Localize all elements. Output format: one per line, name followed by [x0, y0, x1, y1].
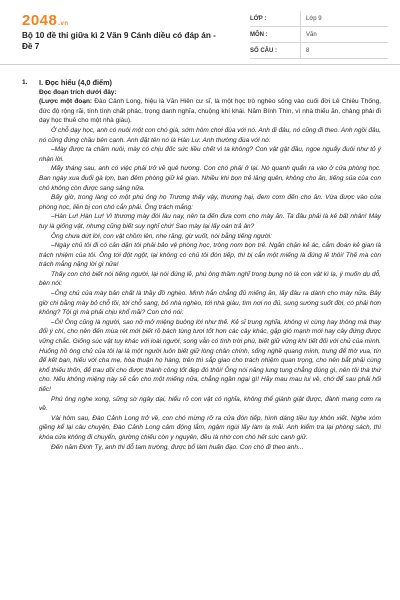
story-paragraph: Bấy giờ, trong làng có một phú ông họ Trương thấy vậy, thương hại, đem cơm đến cho ăn. Vừa được vào cửa phòng học, liền bị con chó cắn phải. Ông trách mắng: — [39, 194, 381, 211]
story-paragraph: Mấy tháng sau, anh có việc phải trở về quê hương. Con chó phải ở lại. Nó quanh quẩn ra vào ở cửa phòng học. Ban ngày xua đuổi gà lợn, ban đêm phòng giữ kẻ gian. Nhiều khi bọn trẻ lăng quên, không cho ăn, tiếng sủa của con chó không còn được sang sảng nữa. — [39, 165, 381, 192]
header — [0, 0, 400, 60]
info-value: Văn — [301, 27, 389, 43]
story-paragraph: –Ôi! Ông cũng là người, sao nỡ mở miệng buông lời như thế. Kẻ sĩ trung nghĩa, không vì cùng hay thông mà thay đổi ý chí, cho nên đến mùa rét mới biết rõ bách tùng tươi tốt hơn các cây khác, gặp gió mạnh mới hay cây đứng được vững chắc. Giống súc vật tuy khác với loài người, song vẫn có tình trời phú, biết giữ vững khí tiết đối với chủ của mình. Huống hồ ông chủ của tôi lại là một người luôn biết giữ lòng chân chính, sống nghề quang minh, trung để thờ vua, tín để kết bạn, hiếu với cha mẹ, hòa thuận họ hàng, trên thì sắp giao cho trách nhiệm quan trọng, cho nên bắt phải cùng khổ thiếu thốn, để trau dồi cho được thành công tốt đẹp đó thôi! Ông nói năng lung tung chẳng đúng gì, nên tôi thà thứ cho. Nếu không miệng này sẽ cắn cho một miếng nữa, chẳng ngần ngại gì! Hãy mau mau lui về, chớ để sau phải hối tiếc! — [39, 318, 381, 393]
story-paragraph: Ở chỗ dạy học, anh có nuôi một con chó già, sớm hôm chơi đùa với nó. Anh đi đâu, nó cũng đi theo. Anh ngồi đâu, nó cũng đứng chầu bên cạnh. Anh đặt tên nó là Hàn Lư. Anh thường đùa với nó: — [39, 126, 381, 144]
info-label: SỐ CÂU : — [250, 43, 301, 59]
question-number: 1. — [22, 79, 28, 86]
intro-text: Đào Cảnh Long, hiệu là Văn Hiên cư sĩ, là một học trò nghèo sống vào cuối đời Lê Chiêu Thống, đức độ rộng rãi, tính tình chất phác, trọng danh nghĩa, chuộng khí khái. Năm Bính Thìn, vì nhà thiếu ăn, chàng phải đi dạy học thuê cho một nhà giàu). — [39, 98, 381, 125]
info-label: MÔN : — [250, 27, 301, 43]
story-paragraph: –Hàn Lư! Hàn Lư! Vì thương mày đói lâu nay, nên ta đến đưa cơm cho mày ăn. Ta đâu phải là kẻ bất nhân! Mày tuy là giống vật, nhưng cũng biết suy nghĩ chứ! Sao mày lại lấy oán trả ân? — [39, 213, 381, 230]
story-paragraph: –Ngày chủ tôi đi có căn dặn tôi phải bảo vệ phòng học, trông nom bọn trẻ. Ngăn chặn kẻ ác, cắm đoán kẻ gian là trách nhiệm của tôi. Ông tới đột ngột, lại không có chủ tôi đón tiếp, thì bị cắn một miếng là đúng lẽ thôi! Thế mà còn trách mắng nặng lời gì nữa! — [39, 242, 381, 269]
instruction: Đọc đoạn trích dưới đây: — [39, 88, 117, 96]
info-value: 8 — [301, 43, 389, 59]
story-paragraph: Vài hôm sau, Đào Cảnh Long trở về, con chó mừng rỡ ra cửa đón tiếp, hình dáng tiều tụy khôn xiết. Nghe xóm giềng kể lại câu chuyện, Đào Cảnh Long cảm động lắm, ngậm ngùi lấy làm lạ mãi. Anh kiểm tra lại phòng sách, thì khóa cửa không đi chuyển, giường chiếu còn y nguyên, đều là nhờ con chó hết sức canh giữ. — [39, 414, 381, 441]
info-value: Lớp 9 — [301, 11, 389, 27]
document-title: Bộ 10 đề thi giữa kì 2 Văn 9 Cánh diều có đáp án - Đề 7 — [22, 31, 216, 51]
story-paragraph: –Ông chủ của mày bản chất là thầy đồ nghèo. Mình hắn chẳng đủ miếng ăn, lấy đâu ra dành cho mày nữa. Bây giờ chi bằng mày bỏ chỗ tồi, tới chỗ sang, bỏ nhà nghèo, tới nhà giàu, tìm nơi no đủ, sung sướng suốt đời, có phải hơn không? Tội gì mà phải chịu khổ mãi? Con chó nói: — [39, 290, 381, 317]
section-heading: I. Đọc hiểu (4,0 điểm) — [39, 78, 112, 87]
story-paragraphs — [39, 126, 381, 452]
question-body — [39, 78, 381, 452]
story-paragraph: –Mày được ta chăm nuôi, mày có chịu đốc sức liều chết vì ta không? Con vật gật đầu, ngoe nguẩy đuôi như tỏ ý nhận lời. — [39, 146, 381, 163]
header-divider — [0, 64, 400, 65]
info-row-subject — [250, 27, 388, 43]
info-table — [250, 11, 388, 59]
info-label: LỚP : — [250, 11, 301, 27]
story-paragraph: Đến năm Đinh Tỵ, anh thi đỗ tam trường, được bổ làm huấn đạo. Con chó đi theo anh... — [51, 443, 304, 451]
info-row-count — [250, 43, 388, 59]
story-paragraph: Phú ông nghe xong, sững sờ ngây dại, hiểu rõ con vật có nghĩa, không thể giành giật được, đành mang cơm ra về. — [39, 395, 381, 413]
intro-paragraph — [39, 97, 381, 126]
story-paragraph: Thấy con chó biết nói tiếng người, lại nói đúng lẽ, phú ông thầm nghĩ trong bụng nó là con vật kì lạ, ý muốn dụ dỗ, bèn nói: — [39, 270, 381, 288]
intro-label: (Lược một đoạn: — [39, 98, 93, 106]
info-row-class — [250, 11, 388, 27]
site-logo[interactable]: 2048.vn — [22, 12, 69, 29]
story-paragraph: Ông chưa dứt lời, con vật chồm lên, nhe răng, gừ vuốt, nói bằng tiếng người: — [51, 232, 272, 240]
